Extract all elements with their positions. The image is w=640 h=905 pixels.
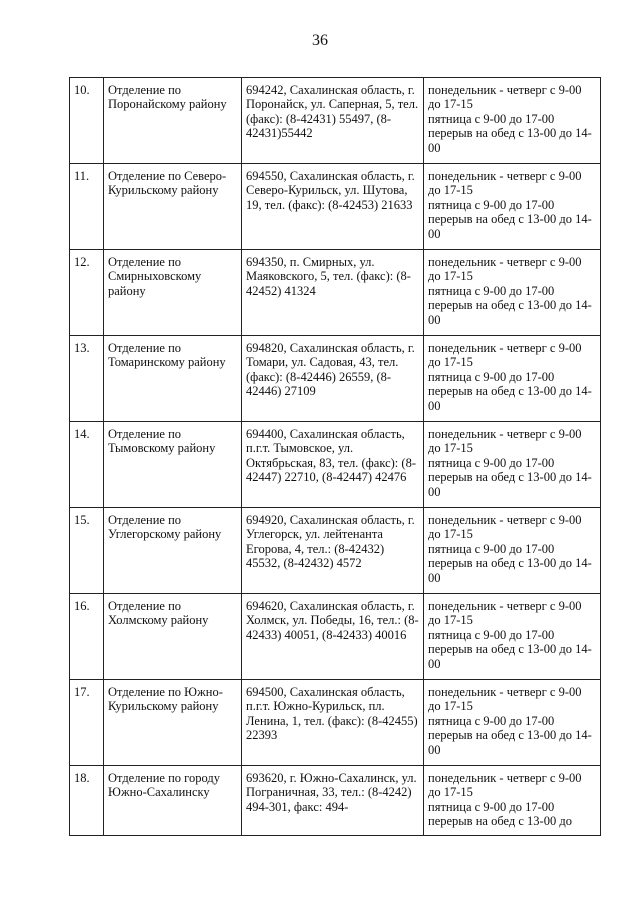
office-hours: [424, 250, 601, 336]
office-address: 694242, Сахалинская область, г. Поронайск, ул. Саперная, 5, тел. (факс): (8-42431) 55497, (8-42431)55442: [242, 78, 424, 164]
hours-lunch: перерыв на обед с 13-00 до 14-00: [428, 642, 592, 671]
offices-table: [69, 77, 601, 836]
table-row: [70, 508, 601, 594]
table-row: [70, 594, 601, 680]
office-name: Отделение по Углегорскому району: [104, 508, 242, 594]
office-address: 694550, Сахалинская область, г. Северо-Курильск, ул. Шутова, 19, тел. (факс): (8-42453) 21633: [242, 164, 424, 250]
hours-friday: пятница с 9-00 до 17-00: [428, 455, 555, 470]
row-number: 12.: [70, 250, 104, 336]
office-hours: [424, 422, 601, 508]
hours-weekdays: понедельник - четверг с 9-00 до 17-15: [428, 341, 582, 370]
hours-lunch: перерыв на обед с 13-00 до 14-00: [428, 384, 592, 413]
row-number: 18.: [70, 766, 104, 836]
table-row: [70, 164, 601, 250]
table-row: [70, 78, 601, 164]
office-address: 694350, п. Смирных, ул. Маяковского, 5, тел. (факс): (8-42452) 41324: [242, 250, 424, 336]
table-row: [70, 422, 601, 508]
office-name: Отделение по Северо-Курильскому району: [104, 164, 242, 250]
hours-weekdays: понедельник - четверг с 9-00 до 17-15: [428, 83, 582, 112]
office-name: Отделение по Холмскому району: [104, 594, 242, 680]
office-hours: [424, 594, 601, 680]
office-address: 693620, г. Южно-Сахалинск, ул. Пограничная, 33, тел.: (8-4242) 494-301, факс: 494-: [242, 766, 424, 836]
hours-lunch: перерыв на обед с 13-00 до: [428, 814, 572, 829]
office-hours: [424, 766, 601, 836]
hours-weekdays: понедельник - четверг с 9-00 до 17-15: [428, 169, 582, 198]
hours-weekdays: понедельник - четверг с 9-00 до 17-15: [428, 599, 582, 628]
row-number: 14.: [70, 422, 104, 508]
hours-friday: пятница с 9-00 до 17-00: [428, 799, 555, 814]
office-name: Отделение по Томаринскому району: [104, 336, 242, 422]
office-name: Отделение по Тымовскому району: [104, 422, 242, 508]
row-number: 16.: [70, 594, 104, 680]
hours-lunch: перерыв на обед с 13-00 до 14-00: [428, 728, 592, 757]
office-hours: [424, 164, 601, 250]
row-number: 10.: [70, 78, 104, 164]
office-name: Отделение по Смирныховскому району: [104, 250, 242, 336]
hours-lunch: перерыв на обед с 13-00 до 14-00: [428, 470, 592, 499]
hours-friday: пятница с 9-00 до 17-00: [428, 713, 555, 728]
office-address: 694820, Сахалинская область, г. Томари, ул. Садовая, 43, тел. (факс): (8-42446) 26559, (8-42446) 27109: [242, 336, 424, 422]
office-hours: [424, 336, 601, 422]
office-name: Отделение по Южно-Курильскому району: [104, 680, 242, 766]
hours-lunch: перерыв на обед с 13-00 до 14-00: [428, 212, 592, 241]
table-row: [70, 250, 601, 336]
hours-weekdays: понедельник - четверг с 9-00 до 17-15: [428, 427, 582, 456]
row-number: 15.: [70, 508, 104, 594]
hours-friday: пятница с 9-00 до 17-00: [428, 541, 555, 556]
hours-friday: пятница с 9-00 до 17-00: [428, 197, 555, 212]
hours-friday: пятница с 9-00 до 17-00: [428, 369, 555, 384]
hours-friday: пятница с 9-00 до 17-00: [428, 627, 555, 642]
office-address: 694920, Сахалинская область, г. Углегорск, ул. лейтенанта Егорова, 4, тел.: (8-42432) 45532, (8-42432) 4572: [242, 508, 424, 594]
hours-weekdays: понедельник - четверг с 9-00 до 17-15: [428, 255, 582, 284]
hours-weekdays: понедельник - четверг с 9-00 до 17-15: [428, 685, 582, 714]
table-row: [70, 680, 601, 766]
hours-lunch: перерыв на обед с 13-00 до 14-00: [428, 556, 592, 585]
office-address: 694620, Сахалинская область, г. Холмск, ул. Победы, 16, тел.: (8-42433) 40051, (8-42433) 40016: [242, 594, 424, 680]
hours-weekdays: понедельник - четверг с 9-00 до 17-15: [428, 513, 582, 542]
table-row: [70, 336, 601, 422]
office-address: 694500, Сахалинская область, п.г.т. Южно-Курильск, пл. Ленина, 1, тел. (факс): (8-42455) 22393: [242, 680, 424, 766]
hours-weekdays: понедельник - четверг с 9-00 до 17-15: [428, 771, 582, 800]
hours-friday: пятница с 9-00 до 17-00: [428, 111, 555, 126]
table-row: [70, 766, 601, 836]
office-name: Отделение по городу Южно-Сахалинску: [104, 766, 242, 836]
office-hours: [424, 78, 601, 164]
page-number: 36: [312, 32, 328, 49]
office-hours: [424, 508, 601, 594]
office-hours: [424, 680, 601, 766]
hours-lunch: перерыв на обед с 13-00 до 14-00: [428, 298, 592, 327]
row-number: 11.: [70, 164, 104, 250]
office-name: Отделение по Поронайскому району: [104, 78, 242, 164]
hours-friday: пятница с 9-00 до 17-00: [428, 283, 555, 298]
office-address: 694400, Сахалинская область, п.г.т. Тымовское, ул. Октябрьская, 83, тел. (факс): (8-42447) 22710, (8-42447) 42476: [242, 422, 424, 508]
hours-lunch: перерыв на обед с 13-00 до 14-00: [428, 126, 592, 155]
row-number: 13.: [70, 336, 104, 422]
row-number: 17.: [70, 680, 104, 766]
